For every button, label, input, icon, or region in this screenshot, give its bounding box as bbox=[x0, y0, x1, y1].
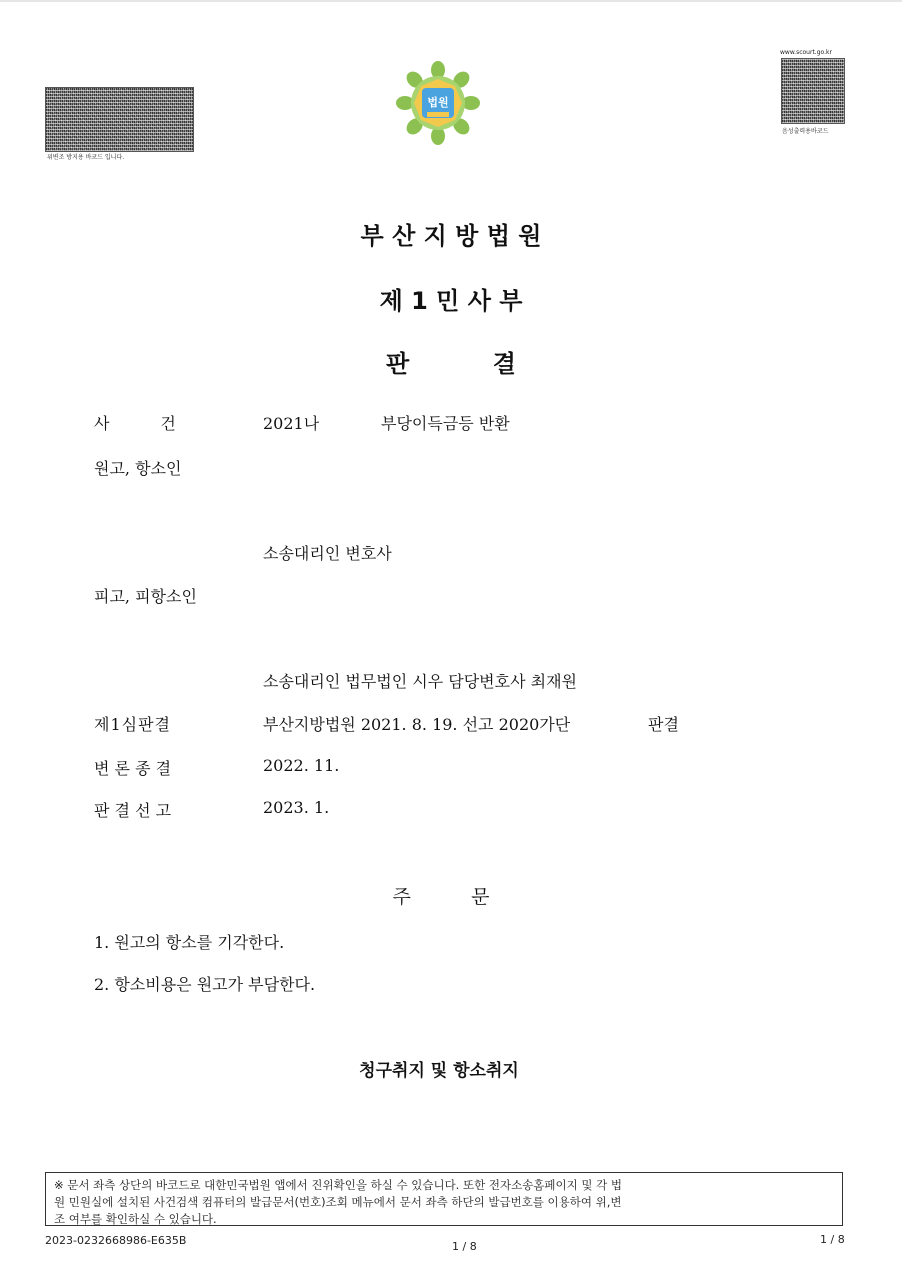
plaintiff-label: 원고, 항소인 bbox=[94, 459, 182, 478]
claims-heading: 청구취지 및 항소취지 bbox=[359, 1061, 519, 1081]
order-item-1: 1. 원고의 항소를 기각한다. bbox=[94, 933, 285, 952]
verification-notice bbox=[45, 1172, 843, 1226]
first-instance-label: 제1심판결 bbox=[94, 715, 172, 734]
court-name: 부 산 지 방 법 원 bbox=[360, 222, 542, 250]
issue-number: 2023-0232668986-E635B bbox=[45, 1234, 187, 1247]
page-number-center: 1 / 8 bbox=[452, 1240, 477, 1253]
order-heading: 주 문 bbox=[392, 886, 490, 908]
pronounced-label: 판 결 선 고 bbox=[94, 801, 172, 820]
notice-line-3: 조 여부를 확인하실 수 있습니다. bbox=[54, 1212, 217, 1226]
case-number: 2021나 bbox=[263, 414, 320, 433]
case-subject: 부당이득금등 반환 bbox=[381, 414, 510, 433]
closing-label: 변 론 종 결 bbox=[94, 759, 172, 778]
document-type: 판 결 bbox=[386, 350, 516, 378]
defendant-label: 피고, 피항소인 bbox=[94, 587, 197, 606]
closing-date: 2022. 11. bbox=[263, 756, 340, 775]
voice-output-barcode bbox=[781, 58, 845, 124]
first-instance-suffix: 판결 bbox=[648, 715, 679, 734]
order-item-2: 2. 항소비용은 원고가 부담한다. bbox=[94, 975, 316, 994]
voice-output-barcode-caption: 음성출력용바코드 bbox=[782, 128, 829, 135]
pronounced-date: 2023. 1. bbox=[263, 798, 330, 817]
division-name: 제 1 민 사 부 bbox=[379, 287, 523, 315]
emblem-text: 법원 bbox=[427, 96, 449, 109]
notice-line-2: 원 민원실에 설치된 사건검색 컴퓨터의 발급문서(번호)조회 메뉴에서 문서 좌측 하단의 발급번호를 이용하여 위,변 bbox=[54, 1195, 622, 1209]
authenticity-barcode-caption: 위변조 방지용 바코드 입니다. bbox=[47, 154, 125, 161]
page-top-border bbox=[0, 0, 902, 2]
notice-line-1: ※ 문서 좌측 상단의 바코드로 대한민국법원 앱에서 진위확인을 하실 수 있습니다. 또한 전자소송홈페이지 및 각 법 bbox=[54, 1178, 623, 1192]
first-instance-value: 부산지방법원 2021. 8. 19. 선고 2020가단 bbox=[263, 715, 571, 734]
plaintiff-counsel: 소송대리인 변호사 bbox=[263, 544, 392, 563]
defendant-counsel: 소송대리인 법무법인 시우 담당변호사 최재원 bbox=[263, 672, 578, 691]
page-number-right: 1 / 8 bbox=[820, 1233, 845, 1246]
case-label: 사 건 bbox=[94, 414, 176, 433]
court-website-url: www.scourt.go.kr bbox=[780, 49, 832, 56]
authenticity-barcode bbox=[45, 87, 194, 152]
